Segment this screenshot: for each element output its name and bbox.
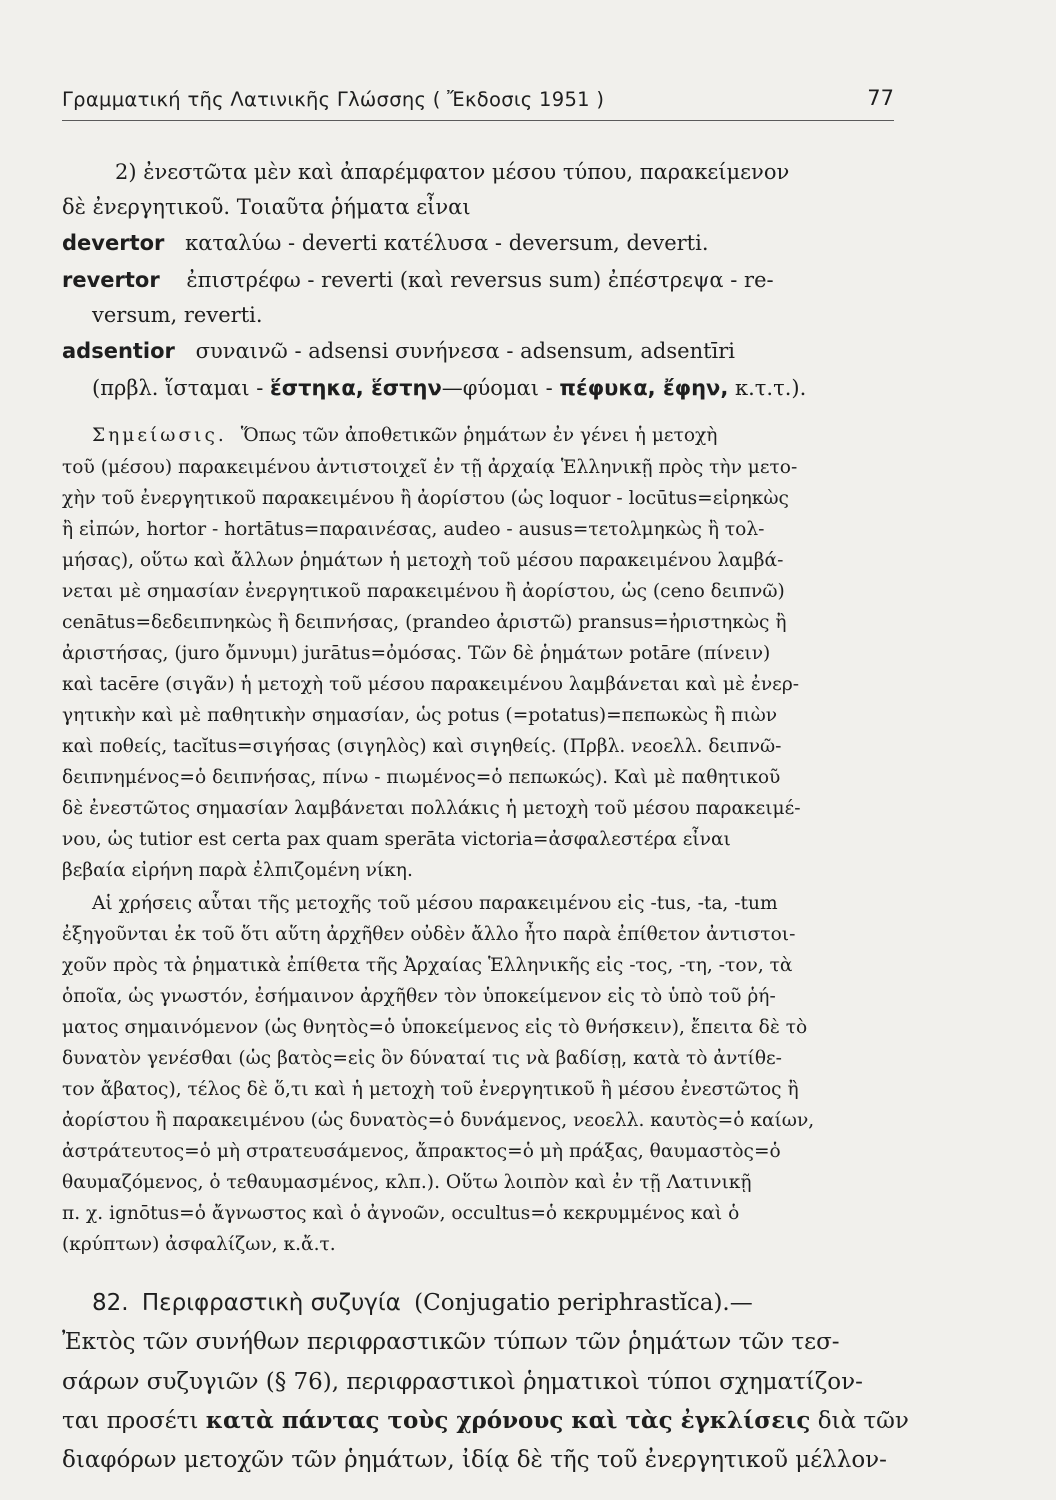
running-title: Γραμματική τῆς Λατινικῆς Γλώσσης ( Ἔκδοσις 1951 ) xyxy=(62,88,605,111)
note-line: (κρύπτων) ἀσφαλίζων, κ.ἄ.τ. xyxy=(62,1234,336,1255)
note-line: Αἱ χρήσεις αὗται τῆς μετοχῆς τοῦ μέσου παρακειμένου εἰς -tus, -ta, -tum xyxy=(92,893,778,914)
note-line: τοῦ (μέσου) παρακειμένου ἀντιστοιχεῖ ἐν τῇ ἀρχαίᾳ Ἑλληνικῇ πρὸς τὴν μετο- xyxy=(62,457,798,478)
note-line: ὁποῖα, ὡς γνωστόν, ἐσήμαινον ἀρχῆθεν τὸν ὑποκείμενον εἰς τὸ ὑπὸ τοῦ ῥή- xyxy=(62,986,776,1007)
note-line: ἀορίστου ἢ παρακειμένου (ὡς δυνατὸς=ὁ δυνάμενος, νεοελλ. καυτὸς=ὁ καίων, xyxy=(62,1110,815,1131)
verb-devertor: devertor xyxy=(62,231,165,255)
note-line: ματος σημαινόμενον (ὡς θνητὸς=ὁ ὑποκείμενος εἰς τὸ θνήσκειν), ἔπειτα δὲ τὸ xyxy=(62,1017,808,1038)
note-line: ἀριστήσας, (juro ὄμνυμι) jurātus=ὀμόσας. Τῶν δὲ ῥημάτων potāre (πίνειν) xyxy=(62,643,771,664)
intro-line-2: δὲ ἐνεργητικοῦ. Τοιαῦτα ῥήματα εἶναι xyxy=(62,195,471,219)
verb-revertor-forms: ἐπιστρέφω - reverti (καὶ reversus sum) ἐπέστρεψα - re- xyxy=(186,268,774,292)
compare-line xyxy=(92,376,806,400)
note-line: δὲ ἐνεστῶτος σημασίαν λαμβάνεται πολλάκις ἡ μετοχὴ τοῦ μέσου παρακειμέ- xyxy=(62,798,801,819)
entry-devertor xyxy=(62,231,709,255)
section-line-3-end: διὰ τῶν xyxy=(817,1408,909,1434)
compare-part-e: κ.τ.τ.). xyxy=(735,376,807,400)
note-line: π. χ. ignōtus=ὁ ἄγνωστος καὶ ὁ ἀγνοῶν, occultus=ὁ κεκρυμμένος καὶ ὁ xyxy=(62,1203,740,1224)
note-line-1 xyxy=(92,424,717,448)
compare-part-d: πέφυκα, ἔφην, xyxy=(559,376,729,400)
section-line-3-start: ται προσέτι xyxy=(62,1408,199,1434)
section-line-4: διαφόρων μετοχῶν τῶν ῥημάτων, ἰδίᾳ δὲ τῆς τοῦ ἐνεργητικοῦ μέλλον- xyxy=(62,1447,887,1473)
page-number: 77 xyxy=(867,86,894,110)
section-number: 82. xyxy=(92,1290,129,1316)
section-heading xyxy=(92,1291,753,1315)
note-line: δειπνημένος=ὁ δειπνήσας, πίνω - πιωμένος=ὁ πεπωκώς). Καὶ μὲ παθητικοῦ xyxy=(62,767,781,788)
page-header xyxy=(62,80,894,121)
note-line: χοῦν πρὸς τὰ ῥηματικὰ ἐπίθετα τῆς Ἀρχαίας Ἑλληνικῆς εἰς -τος, -τη, -τον, τὰ xyxy=(62,955,793,976)
note-line: μήσας), οὕτω καὶ ἄλλων ῥημάτων ἡ μετοχὴ τοῦ μέσου παρακειμένου λαμβά- xyxy=(62,550,784,571)
verb-adsentior: adsentior xyxy=(62,339,175,363)
compare-part-b: ἕστηκα, ἕστην xyxy=(270,376,442,400)
note-line: βεβαία εἰρήνη παρὰ ἐλπιζομένη νίκη. xyxy=(62,860,413,881)
verb-adsentior-forms: συναινῶ - adsensi συνήνεσα - adsensum, adsentīri xyxy=(195,339,736,363)
note-line: ἀστράτευτος=ὁ μὴ στρατευσάμενος, ἄπρακτος=ὁ μὴ πράξας, θαυμαστὸς=ὁ xyxy=(62,1141,781,1162)
verb-revertor-continued: versum, reverti. xyxy=(92,303,263,327)
note-label: Σημείωσις. xyxy=(92,425,227,446)
section-title-greek: Περιφραστικὴ συζυγία xyxy=(141,1290,401,1316)
note-line: ἢ εἰπών, hortor - hortātus=παραινέσας, audeo - ausus=τετολμηκὼς ἢ τολ- xyxy=(62,519,765,540)
verb-devertor-forms: καταλύω - deverti κατέλυσα - deversum, deverti. xyxy=(185,231,709,255)
section-title-latin: (Conjugatio periphrastĭca).— xyxy=(414,1290,753,1316)
note-line: καὶ tacēre (σιγᾶν) ἡ μετοχὴ τοῦ μέσου παρακειμένου λαμβάνεται καὶ μὲ ἐνερ- xyxy=(62,674,800,695)
note-line: γητικὴν καὶ μὲ παθητικὴν σημασίαν, ὡς potus (=potatus)=πεπωκὼς ἢ πιὼν xyxy=(62,705,778,726)
note-line-1-text: Ὅπως τῶν ἀποθετικῶν ῥημάτων ἐν γένει ἡ μετοχὴ xyxy=(240,425,718,446)
note-line: χὴν τοῦ ἐνεργητικοῦ παρακειμένου ἢ ἀορίστου (ὡς loquor - locūtus=εἰρηκὼς xyxy=(62,488,789,509)
section-line-3 xyxy=(62,1409,909,1433)
compare-part-a: (πρβλ. ἵσταμαι - xyxy=(92,376,264,400)
entry-adsentior xyxy=(62,339,735,363)
note-line: δυνατὸν γενέσθαι (ὡς βατὸς=εἰς ὃν δύναταί τις νὰ βαδίσῃ, κατὰ τὸ ἀντίθε- xyxy=(62,1048,782,1069)
note-line: καὶ ποθείς, tacĭtus=σιγήσας (σιγηλὸς) καὶ σιγηθείς. (Πρβλ. νεοελλ. δειπνῶ- xyxy=(62,736,782,757)
entry-revertor xyxy=(62,268,774,292)
compare-part-c: —φύομαι - xyxy=(441,376,553,400)
intro-line-1: 2) ἐνεστῶτα μὲν καὶ ἀπαρέμφατον μέσου τύπου, παρακείμενον xyxy=(115,160,790,184)
note-line: cenātus=δεδειπνηκὼς ἢ δειπνήσας, (prandeo ἀριστῶ) pransus=ἠριστηκὼς ἢ xyxy=(62,612,787,633)
verb-revertor: revertor xyxy=(62,268,160,292)
section-line-2: σάρων συζυγιῶν (§ 76), περιφραστικοὶ ῥηματικοὶ τύποι σχηματίζον- xyxy=(62,1369,863,1395)
section-line-1: Ἐκτὸς τῶν συνήθων περιφραστικῶν τύπων τῶν ῥημάτων τῶν τεσ- xyxy=(62,1329,840,1355)
section-emphasis: κατὰ πάντας τοὺς χρόνους καὶ τὰς ἐγκλίσεις xyxy=(205,1407,811,1434)
note-line: τον ἄβατος), τέλος δὲ ὅ,τι καὶ ἡ μετοχὴ τοῦ ἐνεργητικοῦ ἢ μέσου ἐνεστῶτος ἢ xyxy=(62,1079,799,1100)
note-line: ἐξηγοῦνται ἐκ τοῦ ὅτι αὕτη ἀρχῆθεν οὐδὲν ἄλλο ἦτο παρὰ ἐπίθετον ἀντιστοι- xyxy=(62,924,796,945)
note-line: νεται μὲ σημασίαν ἐνεργητικοῦ παρακειμένου ἢ ἀορίστου, ὡς (ceno δειπνῶ) xyxy=(62,581,785,602)
note-line: νου, ὡς tutior est certa pax quam sperāta victoria=ἀσφαλεστέρα εἶναι xyxy=(62,829,731,850)
note-line: θαυμαζόμενος, ὁ τεθαυμασμένος, κλπ.). Οὕτω λοιπὸν καὶ ἐν τῇ Λατινικῇ xyxy=(62,1172,752,1193)
